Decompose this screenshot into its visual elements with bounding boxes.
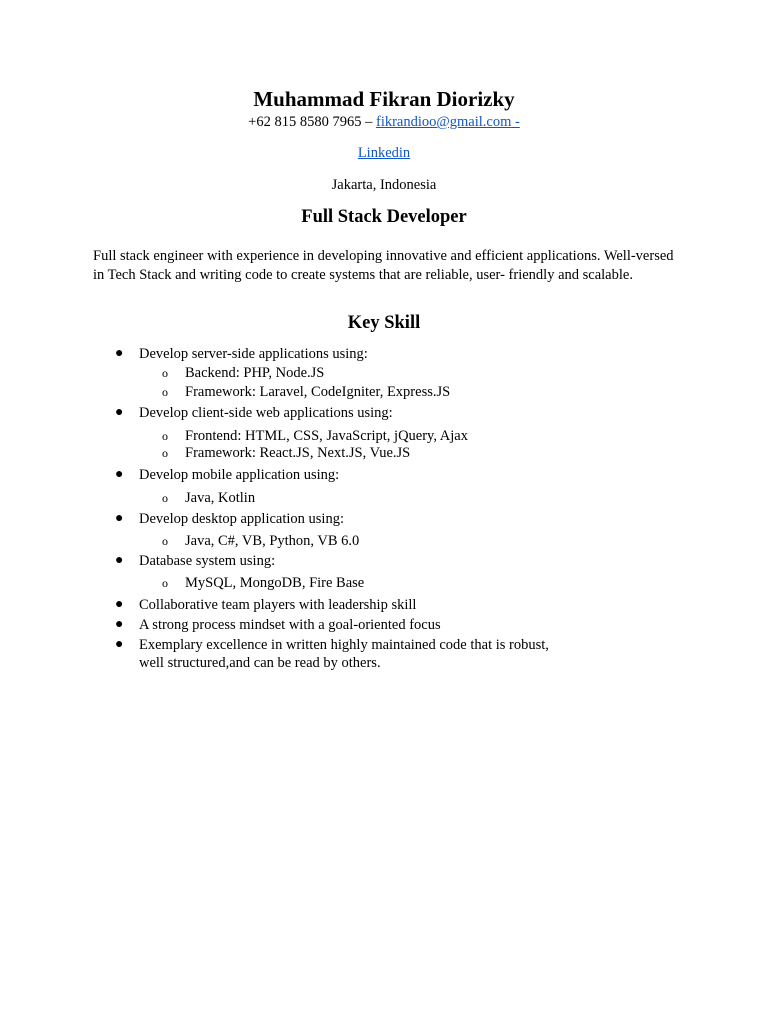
skill-subitem: Framework: React.JS, Next.JS, Vue.JS — [185, 445, 411, 461]
skill-item: Collaborative team players with leadership skill — [139, 597, 417, 613]
bullet-icon: ● — [115, 405, 124, 420]
skill-item: Develop server-side applications using: — [139, 346, 368, 362]
role-title: Full Stack Developer — [301, 207, 467, 227]
skills-heading: Key Skill — [347, 313, 421, 333]
skill-subitem: Frontend: HTML, CSS, JavaScript, jQuery, Ajax — [185, 428, 468, 444]
sub-bullet-icon: o — [162, 429, 168, 443]
contact-separator: - — [511, 114, 520, 130]
linkedin-link[interactable]: Linkedin — [357, 145, 411, 161]
skill-subitem: Backend: PHP, Node.JS — [185, 365, 325, 381]
skill-item-continuation: well structured,and can be read by others. — [139, 655, 381, 671]
bullet-icon: ● — [115, 346, 124, 361]
skill-subitem: MySQL, MongoDB, Fire Base — [185, 575, 365, 591]
sub-bullet-icon: o — [162, 446, 168, 460]
skill-item: Develop client-side web applications using: — [139, 405, 393, 421]
skill-subitem: Java, Kotlin — [185, 490, 256, 506]
email-link[interactable]: fikrandioo@gmail.com — [375, 114, 512, 130]
bullet-icon: ● — [115, 467, 124, 482]
skill-item: A strong process mindset with a goal-oriented focus — [139, 617, 441, 633]
bullet-icon: ● — [115, 637, 124, 652]
linkedin-row — [0, 144, 768, 162]
skill-subitem: Java, C#, VB, Python, VB 6.0 — [185, 533, 360, 549]
bullet-icon: ● — [115, 511, 124, 526]
sub-bullet-icon: o — [162, 385, 168, 399]
sub-bullet-icon: o — [162, 491, 168, 505]
bullet-icon: ● — [115, 597, 124, 612]
skill-item: Database system using: — [139, 553, 276, 569]
bullet-icon: ● — [115, 617, 124, 632]
location: Jakarta, Indonesia — [331, 177, 437, 193]
phone-number: +62 815 8580 7965 – — [248, 114, 376, 130]
contact-line — [0, 113, 768, 131]
skill-item: Develop mobile application using: — [139, 467, 340, 483]
bullet-icon: ● — [115, 553, 124, 568]
summary-paragraph: Full stack engineer with experience in developing innovative and efficient applications. Well-versed in Tech Stack and writing code to create systems that are reliable, user- friendly and scalable. — [93, 248, 674, 283]
sub-bullet-icon: o — [162, 576, 168, 590]
skill-subitem: Framework: Laravel, CodeIgniter, Express.JS — [185, 384, 451, 400]
sub-bullet-icon: o — [162, 534, 168, 548]
candidate-name: Muhammad Fikran Diorizky — [253, 87, 515, 111]
skill-item: Exemplary excellence in written highly maintained code that is robust, — [139, 637, 549, 653]
skill-item: Develop desktop application using: — [139, 511, 344, 527]
sub-bullet-icon: o — [162, 366, 168, 380]
